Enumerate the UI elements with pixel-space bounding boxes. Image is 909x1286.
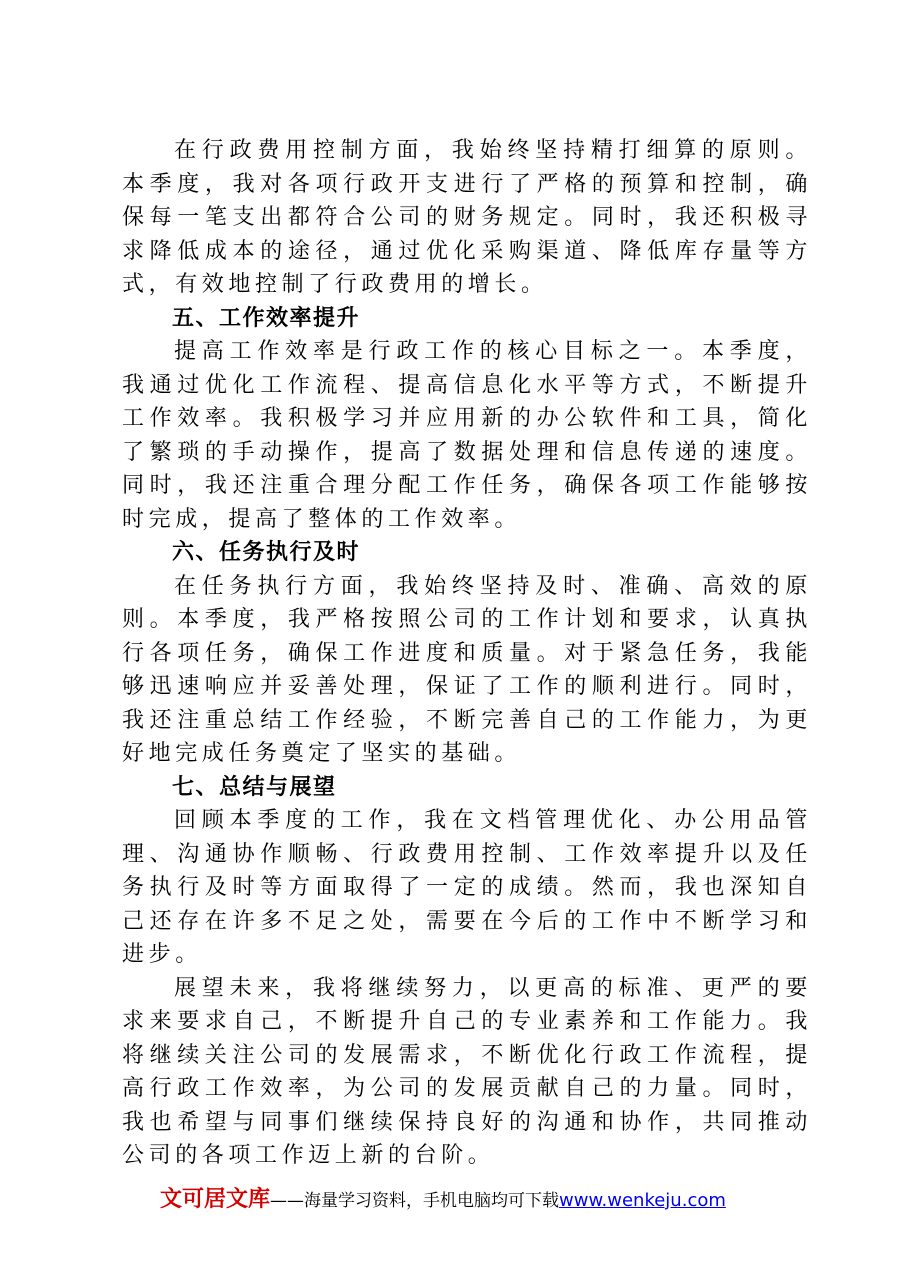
footer-banner bbox=[160, 1182, 800, 1213]
footer-slogan: ——海量学习资料，手机电脑均可下载 bbox=[270, 1191, 560, 1211]
heading-summary-outlook: 七、总结与展望 bbox=[172, 774, 337, 800]
paragraph-outlook: 展望未来，我将继续努力，以更高的标准、更严的要求来要求自己，不断提升自己的专业素养和工作能力。我将继续关注公司的发展需求，不断优化行政工作流程，提高行政工作效率，为公司的发展贡献自己的力量。同时，我也希望与同事们继续保持良好的沟通和协作，共同推动公司的各项工作迈上新的台阶。 bbox=[122, 975, 812, 1168]
paragraph-task-execution: 在任务执行方面，我始终坚持及时、准确、高效的原则。本季度，我严格按照公司的工作计划和要求，认真执行各项任务，确保工作进度和质量。对于紧急任务，我能够迅速响应并妥善处理，保证了工作的顺利进行。同时，我还注重总结工作经验，不断完善自己的工作能力，为更好地完成任务奠定了坚实的基础。 bbox=[122, 573, 812, 766]
footer-url-link[interactable]: www.wenkeju.com bbox=[559, 1190, 726, 1211]
document-body bbox=[122, 134, 812, 1173]
footer-brand: 文可居文库 bbox=[160, 1187, 271, 1212]
paragraph-work-efficiency: 提高工作效率是行政工作的核心目标之一。本季度，我通过优化工作流程、提高信息化水平等方式，不断提升工作效率。我积极学习并应用新的办公软件和工具，简化了繁琐的手动操作，提高了数据处理和信息传递的速度。同时，我还注重合理分配工作任务，确保各项工作能够按时完成，提高了整体的工作效率。 bbox=[122, 339, 812, 532]
paragraph-admin-cost: 在行政费用控制方面，我始终坚持精打细算的原则。本季度，我对各项行政开支进行了严格的预算和控制，确保每一笔支出都符合公司的财务规定。同时，我还积极寻求降低成本的途径，通过优化采购渠道、降低库存量等方式，有效地控制了行政费用的增长。 bbox=[122, 138, 812, 297]
paragraph-summary: 回顾本季度的工作，我在文档管理优化、办公用品管理、沟通协作顺畅、行政费用控制、工作效率提升以及任务执行及时等方面取得了一定的成绩。然而，我也深知自己还存在许多不足之处，需要在今后的工作中不断学习和进步。 bbox=[122, 808, 812, 967]
heading-task-execution: 六、任务执行及时 bbox=[172, 540, 361, 565]
heading-work-efficiency: 五、工作效率提升 bbox=[172, 305, 361, 331]
